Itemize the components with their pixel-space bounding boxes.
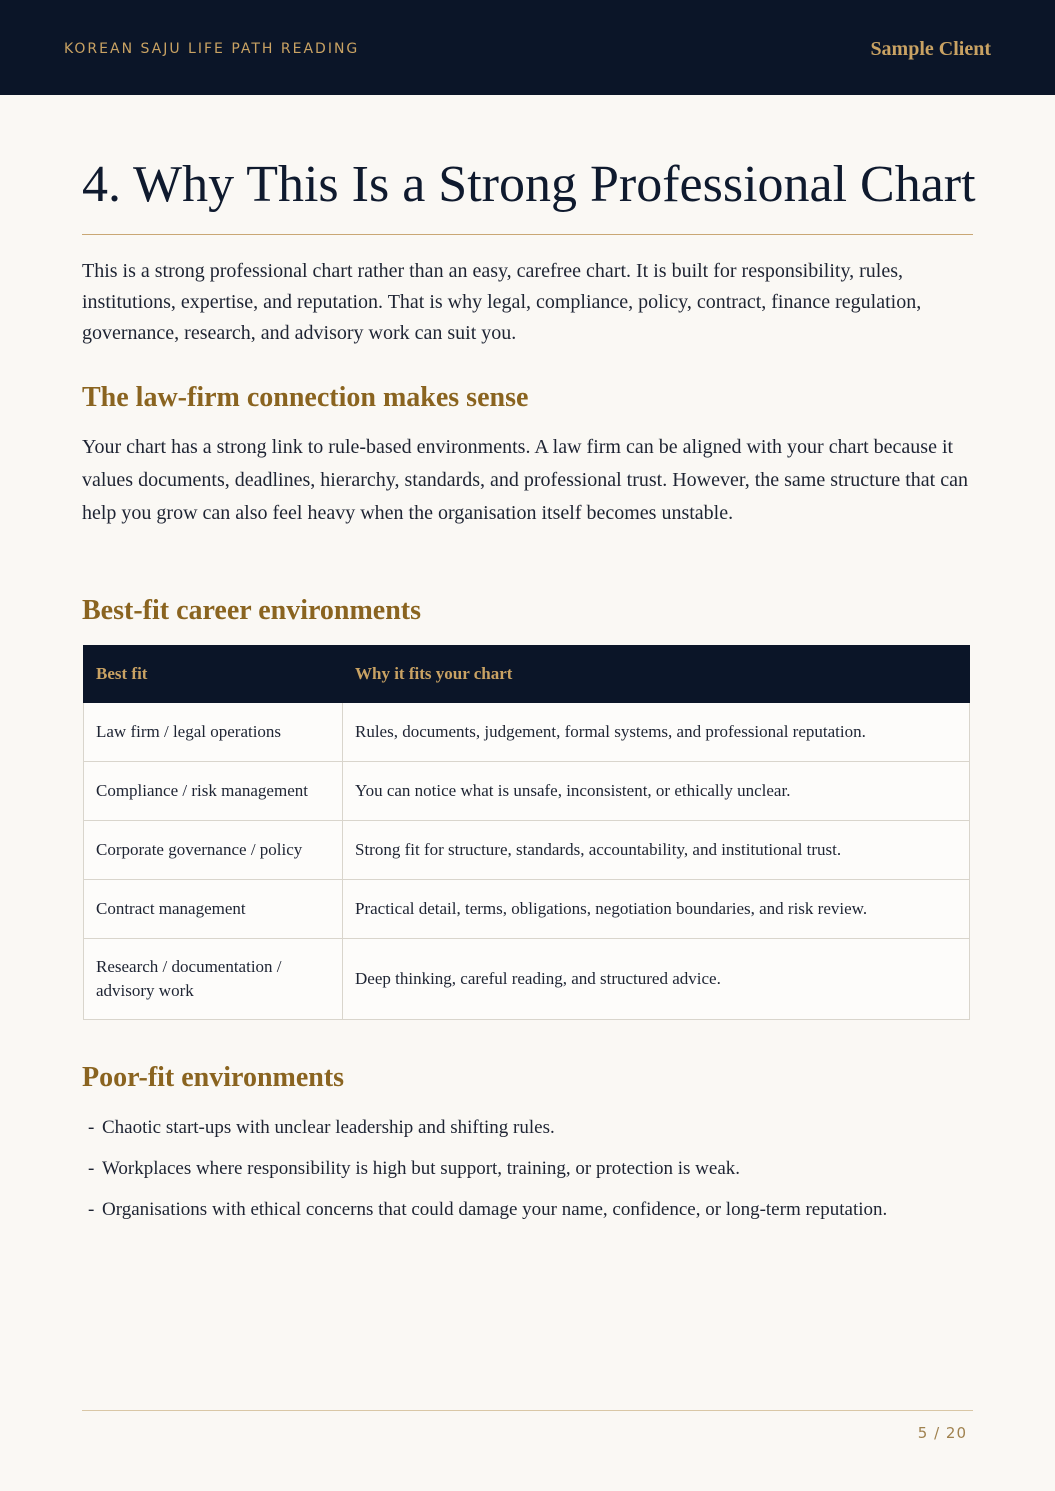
why-cell: You can notice what is unsafe, inconsistent, or ethically unclear. [343,762,970,821]
fit-cell: Corporate governance / policy [84,821,343,880]
report-title: KOREAN SAJU LIFE PATH READING [64,41,360,57]
table-row [84,703,970,762]
poor-fit-list [88,1114,888,1237]
bullet-dash: - [88,1199,95,1220]
law-firm-heading: The law-firm connection makes sense [82,382,529,413]
table-header-row [84,646,970,703]
table-row [84,939,970,1020]
list-item [88,1196,888,1224]
fit-cell: Research / documentation / advisory work [84,939,343,1020]
title-divider [82,234,973,235]
poor-fit-heading: Poor-fit environments [82,1062,345,1093]
page-header [0,0,1055,95]
fit-cell: Law firm / legal operations [84,703,343,762]
page-number: 5 / 20 [917,1424,967,1442]
why-cell: Rules, documents, judgement, formal systems, and professional reputation. [343,703,970,762]
list-item [88,1114,888,1142]
intro-paragraph: This is a strong professional chart rather than an easy, carefree chart. It is built for responsibility, rules, institutions, expertise, and reputation. That is why legal, compliance, policy, contract, finance regulation, governance, research, and advisory work can suit you. [82,260,922,344]
table-row [84,821,970,880]
list-item [88,1155,888,1183]
fit-cell: Compliance / risk management [84,762,343,821]
why-cell: Practical detail, terms, obligations, negotiation boundaries, and risk review. [343,880,970,939]
bullet-dash: - [88,1117,95,1138]
why-cell: Strong fit for structure, standards, accountability, and institutional trust. [343,821,970,880]
why-cell: Deep thinking, careful reading, and structured advice. [343,939,970,1020]
bullet-dash: - [88,1158,95,1179]
list-item-text: Workplaces where responsibility is high but support, training, or protection is weak. [102,1158,741,1179]
table-row [84,762,970,821]
table-row [84,880,970,939]
list-item-text: Organisations with ethical concerns that could damage your name, confidence, or long-term reputation. [102,1199,888,1220]
list-item-text: Chaotic start-ups with unclear leadership and shifting rules. [102,1117,555,1138]
column-header-why-it-fits: Why it fits your chart [343,646,970,703]
law-firm-paragraph: Your chart has a strong link to rule-based environments. A law firm can be aligned with your chart because it values documents, deadlines, hierarchy, standards, and professional trust. However, the same structure that can help you grow can also feel heavy when the organisation itself becomes unstable. [82,436,968,524]
best-fit-heading: Best-fit career environments [82,595,422,626]
client-name: Sample Client [870,38,991,60]
footer-divider [82,1410,973,1411]
column-header-best-fit: Best fit [84,646,343,703]
fit-cell: Contract management [84,880,343,939]
section-title: 4. Why This Is a Strong Professional Chart [82,156,976,213]
best-fit-table [83,645,970,1020]
